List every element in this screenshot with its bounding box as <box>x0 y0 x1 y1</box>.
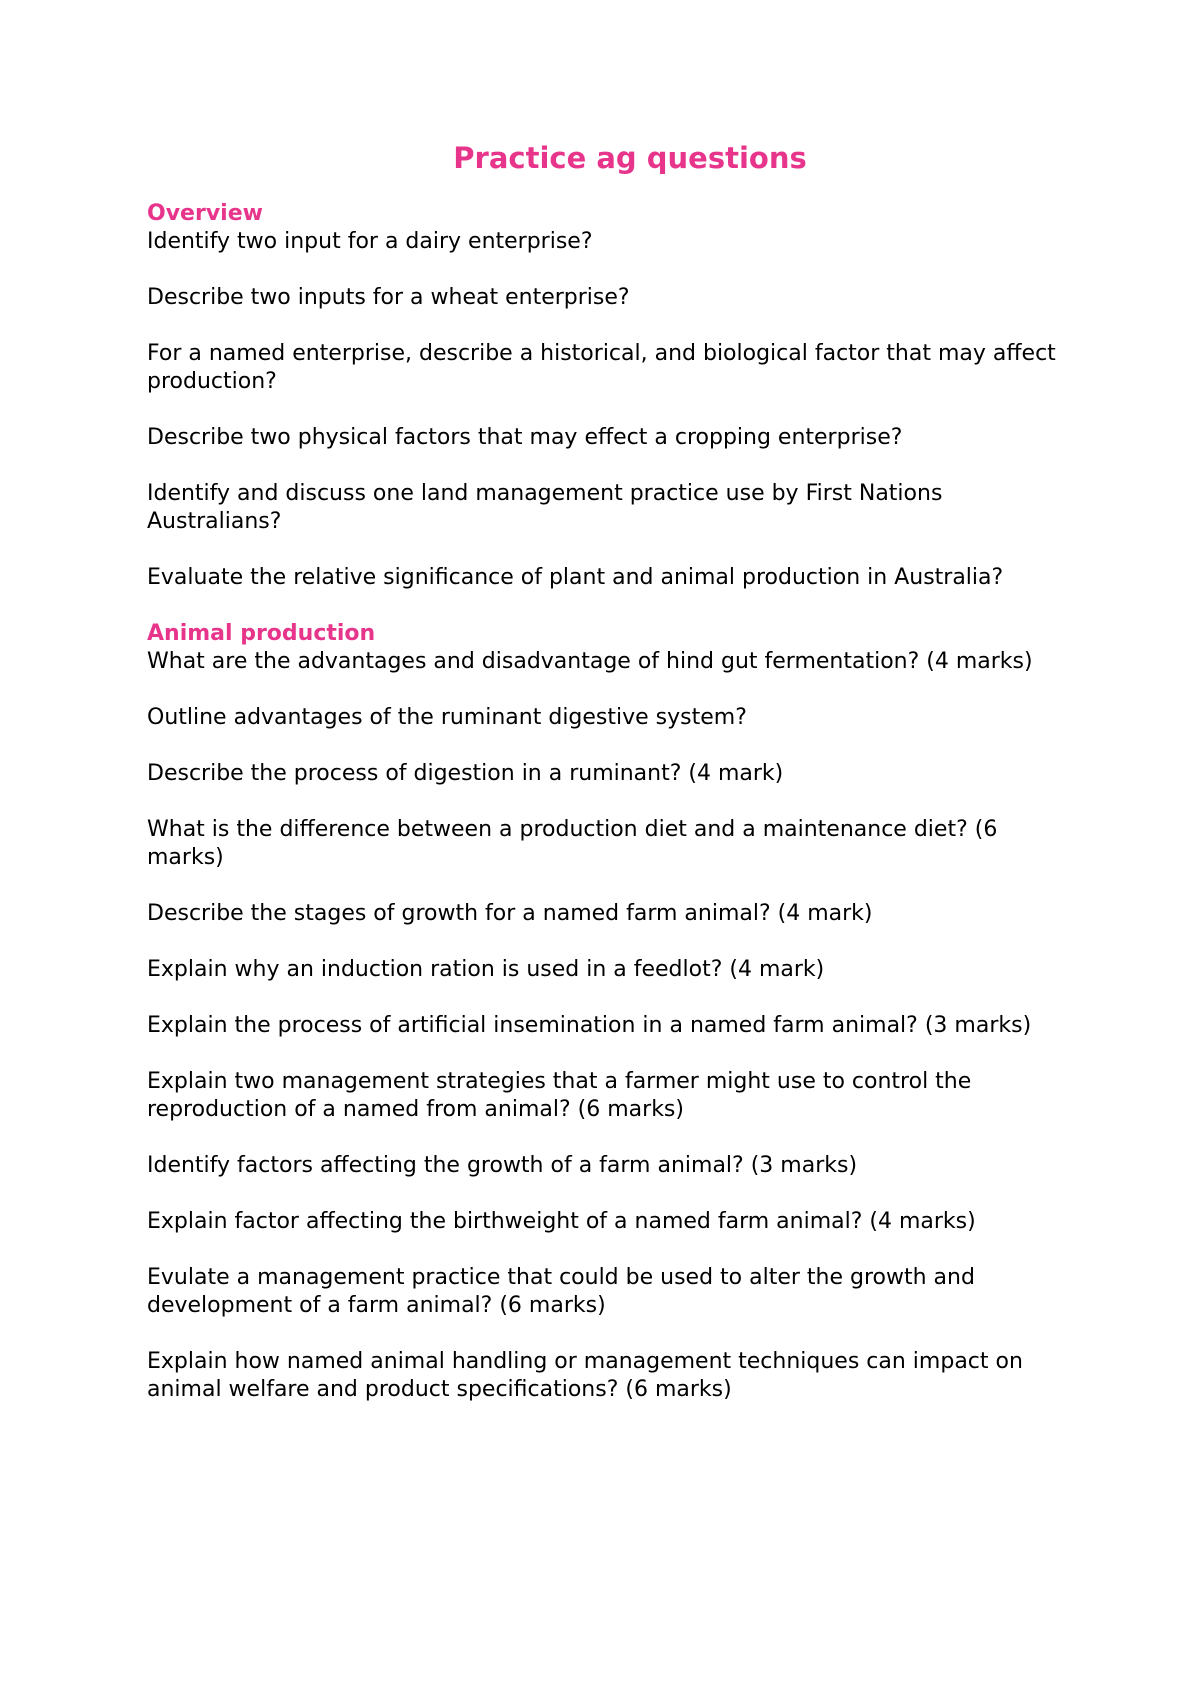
question-item: Evulate a management practice that could be used to alter the growth and development of a farm animal? (6 marks) <box>147 1264 975 1318</box>
section-heading: Animal production <box>147 620 376 646</box>
section-heading: Overview <box>147 200 263 226</box>
question-item: Explain factor affecting the birthweight of a named farm animal? (4 marks) <box>147 1208 976 1234</box>
question-item: Evaluate the relative significance of plant and animal production in Australia? <box>147 564 1004 590</box>
question-item: What is the difference between a production diet and a maintenance diet? (6 marks) <box>147 816 998 870</box>
question-item: Identify factors affecting the growth of a farm animal? (3 marks) <box>147 1152 858 1178</box>
question-item: Identify two input for a dairy enterprise? <box>147 228 593 254</box>
question-item: For a named enterprise, describe a historical, and biological factor that may affect production? <box>147 340 1056 394</box>
question-item: Explain why an induction ration is used in a feedlot? (4 mark) <box>147 956 825 982</box>
section-animal-production <box>147 620 1077 1404</box>
question-item: Describe the stages of growth for a named farm animal? (4 mark) <box>147 900 873 926</box>
section-overview <box>147 200 1077 592</box>
question-item: What are the advantages and disadvantage of hind gut fermentation? (4 marks) <box>147 648 1033 674</box>
document-title: Practice ag questions <box>453 141 807 175</box>
question-item: Explain how named animal handling or management techniques can impact on animal welfare and product specifications? (6 marks) <box>147 1348 1023 1402</box>
question-item: Describe two inputs for a wheat enterprise? <box>147 284 630 310</box>
question-item: Explain the process of artificial insemination in a named farm animal? (3 marks) <box>147 1012 1032 1038</box>
document-page <box>147 140 1077 1432</box>
question-item: Describe two physical factors that may effect a cropping enterprise? <box>147 424 903 450</box>
question-item: Identify and discuss one land management practice use by First Nations Australians? <box>147 480 943 534</box>
question-item: Explain two management strategies that a farmer might use to control the reproduction of a named from animal? (6 marks) <box>147 1068 972 1122</box>
question-item: Outline advantages of the ruminant digestive system? <box>147 704 747 730</box>
question-item: Describe the process of digestion in a ruminant? (4 mark) <box>147 760 784 786</box>
